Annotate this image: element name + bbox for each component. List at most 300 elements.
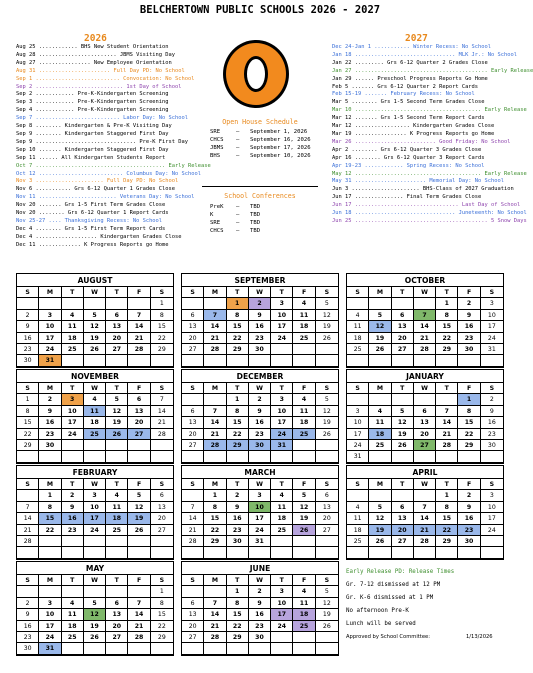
weekday-header: T [106,479,128,490]
month-calendar-may [16,561,174,656]
calendar-day: 2 [249,394,271,405]
calendar-day: 6 [151,490,173,501]
calendar-day: 22 [436,525,458,536]
weekday-header: S [17,383,39,394]
weekday-header: T [392,383,414,394]
calendar-empty [84,355,106,366]
calendar-empty [106,536,128,547]
calendar-day: 21 [128,621,150,632]
weekday-header: S [347,479,369,490]
calendar-empty [293,643,315,654]
schedule-date: September 1, 2026 [250,129,308,135]
calendar-day: 25 [62,344,84,355]
calendar-day: 20 [182,429,204,440]
schedule-date: September 17, 2026 [250,145,311,151]
event-line: Mar 5 ........ Grs 1-5 Second Term Grades Close [332,99,485,106]
calendar-empty [392,451,414,462]
calendar-day: 16 [227,513,249,524]
calendar-empty [271,451,293,462]
calendar-day: 18 [293,609,315,620]
calendar-day: 15 [436,513,458,524]
weekday-header: S [316,287,338,298]
calendar-day: 4 [293,298,315,309]
dash: – [236,228,240,234]
calendar-day: 13 [151,502,173,513]
calendar-day: 15 [204,513,226,524]
calendar-empty [249,355,271,366]
calendar-day: 11 [106,502,128,513]
calendar-empty [481,355,503,366]
calendar-day: 26 [84,344,106,355]
calendar-day: 5 [369,502,391,513]
calendar-day: 27 [414,440,436,451]
calendar-day: 8 [151,598,173,609]
weekday-header: F [458,287,480,298]
calendar-empty [436,355,458,366]
event-line: Sep 4 ............ Pre-K-Kindergarten Screening [16,107,169,114]
calendar-empty [39,451,61,462]
calendar-day: 17 [481,321,503,332]
school-code: SRE [210,220,221,226]
event-line: Jan 22 ......... Grs 6-12 Quarter 2 Grades Close [332,59,488,66]
calendar-day: 9 [249,406,271,417]
calendar-day: 3 [62,394,84,405]
calendar-day: 26 [369,536,391,547]
event-line: Mar 10 ....................................... Early Release [332,107,527,114]
calendar-day: 14 [182,513,204,524]
calendar-empty [182,490,204,501]
calendar-day: 12 [293,502,315,513]
calendar-empty [414,547,436,558]
calendar-day: 17 [347,429,369,440]
calendar-day: 19 [369,525,391,536]
calendar-empty [106,586,128,597]
approval-label: Approved by School Committee: [346,634,430,640]
calendar-day: 3 [84,490,106,501]
calendar-day: 8 [458,406,480,417]
school-code: CHCS [210,137,224,143]
calendar-day: 23 [17,632,39,643]
calendar-day: 1 [151,298,173,309]
calendar-day: 21 [414,333,436,344]
calendar-day: 27 [182,632,204,643]
calendar-day: 1 [39,490,61,501]
calendar-day: 23 [17,344,39,355]
weekday-header: M [39,575,61,586]
event-line: Dec 4 ........ Grs 1-5 First Term Report Cards [16,225,166,232]
calendar-day: 19 [84,621,106,632]
calendar-day: 10 [481,502,503,513]
calendar-day: 11 [62,609,84,620]
calendar-day: 24 [249,525,271,536]
calendar-empty [84,547,106,558]
event-line: Aug 31 ...................... Full Day PD: No School [16,67,185,74]
weekday-header: T [227,575,249,586]
calendar-empty [227,451,249,462]
schedule-row [210,227,260,235]
calendar-day: 16 [458,321,480,332]
calendar-empty [249,547,271,558]
month-calendar-august [16,273,174,368]
calendar-day: 18 [369,429,391,440]
calendar-day: 22 [151,621,173,632]
calendar-day: 15 [227,609,249,620]
calendar-day: 19 [316,609,338,620]
weekday-header: F [458,383,480,394]
calendar-day: 27 [316,525,338,536]
calendar-empty [62,440,84,451]
event-line: Sep 8 ........ Kindergarten & Pre-K Visiting Day [16,123,172,130]
schedule-date: TBD [250,204,261,210]
calendar-day: 25 [271,525,293,536]
calendar-empty [151,355,173,366]
calendar-empty [293,547,315,558]
calendar-day: 11 [347,513,369,524]
calendar-day: 22 [458,429,480,440]
calendar-empty [128,355,150,366]
schedule-row [210,144,311,152]
weekday-header: T [271,287,293,298]
calendar-day: 23 [39,429,61,440]
calendar-day: 28 [204,344,226,355]
calendar-day: 18 [347,333,369,344]
calendar-day: 2 [458,298,480,309]
calendar-day: 27 [106,632,128,643]
calendar-day: 21 [182,525,204,536]
calendar-day: 5 [293,490,315,501]
calendar-empty [293,440,315,451]
calendar-day: 9 [458,310,480,321]
conferences-heading: School Conferences [224,192,296,200]
schedule-date: TBD [250,220,261,226]
event-line: Nov 6 ........... Grs 6-12 Quarter 1 Grades Close [16,186,176,193]
calendar-day: 16 [17,621,39,632]
calendar-empty [17,547,39,558]
calendar-day: 29 [227,344,249,355]
calendar-empty [436,451,458,462]
calendar-day: 13 [106,321,128,332]
calendar-day: 14 [204,417,226,428]
calendar-day: 30 [458,344,480,355]
weekday-header: S [182,479,204,490]
weekday-header: T [62,383,84,394]
month-name: JANUARY [347,370,503,383]
calendar-day: 4 [62,598,84,609]
calendar-day: 7 [17,502,39,513]
calendar-day: 31 [249,536,271,547]
calendar-empty [316,440,338,451]
calendar-empty [293,344,315,355]
calendar-day: 12 [106,406,128,417]
calendar-day: 7 [128,598,150,609]
calendar-day: 27 [392,344,414,355]
weekday-header: F [128,575,150,586]
calendar-day: 22 [436,333,458,344]
calendar-day: 12 [369,321,391,332]
open-house-table [210,128,311,160]
event-line: Sep 2 ............ Pre-K-Kindergarten Screening [16,91,169,98]
event-line: Sep 2 ........................... 1st Day of School [16,83,182,90]
calendar-day: 14 [436,417,458,428]
calendar-day: 15 [227,321,249,332]
calendar-empty [347,490,369,501]
weekday-header: T [62,287,84,298]
calendar-day: 11 [293,598,315,609]
calendar-day: 10 [62,406,84,417]
calendar-day: 11 [369,417,391,428]
calendar-empty [316,536,338,547]
schedule-date: September 10, 2026 [250,153,311,159]
weekday-header: S [17,287,39,298]
calendar-day: 27 [128,429,150,440]
weekday-header: M [204,383,226,394]
calendar-empty [347,298,369,309]
calendar-day: 1 [151,586,173,597]
weekday-header: F [293,383,315,394]
calendar-day: 30 [39,440,61,451]
calendar-day: 21 [204,621,226,632]
calendar-day: 10 [271,598,293,609]
calendar-day: 8 [436,310,458,321]
weekday-header: S [481,479,503,490]
calendar-empty [392,490,414,501]
calendar-day: 4 [293,394,315,405]
event-line: May 12 ....................................... Early Release [332,170,527,177]
calendar-empty [84,298,106,309]
calendar-empty [204,394,226,405]
calendar-day: 18 [84,417,106,428]
calendar-day: 28 [414,344,436,355]
dash: – [236,153,240,159]
weekday-header: S [182,575,204,586]
calendar-empty [84,586,106,597]
calendar-day: 2 [17,598,39,609]
calendar-day: 24 [271,429,293,440]
weekday-header: W [249,287,271,298]
weekday-header: T [106,287,128,298]
calendar-day: 20 [414,429,436,440]
calendar-day: 20 [106,333,128,344]
calendar-day: 18 [347,525,369,536]
calendar-day: 19 [369,333,391,344]
calendar-empty [84,440,106,451]
calendar-empty [458,355,480,366]
calendar-day: 15 [151,609,173,620]
event-line: Mar 26 ......................... Good Friday: No School [332,138,511,145]
calendar-day: 24 [271,333,293,344]
event-line: Nov 3 ..................... Full Day PD: No School [16,178,179,185]
calendar-empty [151,536,173,547]
schedule-row [210,128,311,136]
calendar-empty [204,643,226,654]
calendar-day: 4 [347,502,369,513]
calendar-empty [204,586,226,597]
calendar-day: 8 [17,406,39,417]
calendar-day: 14 [128,609,150,620]
month-calendar-december [181,369,339,464]
calendar-day: 29 [227,440,249,451]
weekday-header: S [151,383,173,394]
calendar-day: 7 [414,502,436,513]
month-name: AUGUST [17,274,173,287]
calendar-day: 28 [414,536,436,547]
calendar-empty [182,547,204,558]
calendar-day: 2 [249,586,271,597]
weekday-header: M [369,479,391,490]
calendar-day: 29 [151,344,173,355]
calendar-empty [481,547,503,558]
calendar-empty [369,298,391,309]
calendar-day: 5 [316,586,338,597]
calendar-empty [316,632,338,643]
calendar-day: 23 [481,429,503,440]
calendar-day: 4 [271,490,293,501]
calendar-day: 28 [204,440,226,451]
calendar-day: 29 [17,440,39,451]
month-calendar-february [16,465,174,560]
calendar-empty [293,451,315,462]
calendar-day: 27 [182,344,204,355]
calendar-day: 13 [316,502,338,513]
schedule-row [210,203,260,211]
weekday-header: F [128,383,150,394]
month-calendar-june [181,561,339,656]
calendar-empty [204,547,226,558]
calendar-day: 14 [204,321,226,332]
calendar-empty [227,547,249,558]
calendar-day: 4 [369,406,391,417]
events-list-right [332,44,533,226]
calendar-day: 2 [249,298,271,309]
calendar-day: 10 [271,406,293,417]
calendar-day: 3 [271,394,293,405]
year-heading-left: 2026 [84,33,107,44]
calendar-day: 5 [128,490,150,501]
calendar-day: 13 [182,609,204,620]
calendar-empty [62,536,84,547]
calendar-day: 16 [39,417,61,428]
calendar-empty [271,536,293,547]
calendar-day: 27 [392,536,414,547]
calendar-empty [39,536,61,547]
calendar-day: 5 [316,298,338,309]
calendar-day: 6 [182,598,204,609]
event-line: Sep 3 ............ Pre-K-Kindergarten Screening [16,99,169,106]
calendar-day: 15 [436,321,458,332]
calendar-day: 24 [84,525,106,536]
calendar-day: 17 [249,513,271,524]
conferences-table [210,203,260,235]
calendar-day: 12 [369,513,391,524]
calendar-empty [151,643,173,654]
calendar-empty [128,536,150,547]
calendar-empty [39,586,61,597]
calendar-empty [106,355,128,366]
calendar-day: 13 [182,321,204,332]
month-calendar-september [181,273,339,368]
calendar-day: 1 [204,490,226,501]
calendar-empty [458,547,480,558]
calendar-day: 17 [84,513,106,524]
event-line: Mar 12 ................. Kindergarten Grades Close [332,123,495,130]
calendar-empty [369,547,391,558]
calendar-day: 23 [227,525,249,536]
calendar-day: 8 [227,406,249,417]
month-calendar-october [346,273,504,368]
weekday-header: F [458,479,480,490]
calendar-day: 15 [39,513,61,524]
calendar-day: 30 [458,536,480,547]
calendar-day: 28 [182,536,204,547]
event-line: Apr 2 ........ Grs 6-12 Quarter 3 Grades Close [332,146,482,153]
schedule-row [210,136,311,144]
calendar-empty [316,451,338,462]
event-line: Jan 27 ......................................... Early Release [332,67,533,74]
calendar-day: 10 [39,321,61,332]
calendar-day: 8 [151,310,173,321]
calendar-day: 13 [182,417,204,428]
weekday-header: W [84,575,106,586]
calendar-day: 18 [293,417,315,428]
calendar-day: 11 [347,321,369,332]
calendar-day: 20 [392,333,414,344]
calendar-empty [249,643,271,654]
weekday-header: M [39,287,61,298]
school-code: JBMS [210,145,224,151]
calendar-day: 24 [481,333,503,344]
calendar-day: 12 [392,417,414,428]
calendar-day: 25 [347,536,369,547]
calendar-day: 3 [39,598,61,609]
weekday-header: M [204,287,226,298]
calendar-day: 3 [249,490,271,501]
calendar-empty [316,344,338,355]
calendar-empty [414,451,436,462]
calendar-empty [293,536,315,547]
calendar-empty [106,451,128,462]
calendar-day: 2 [227,490,249,501]
calendar-day: 21 [204,333,226,344]
calendar-empty [414,298,436,309]
calendar-day: 24 [39,632,61,643]
calendar-day: 24 [271,621,293,632]
calendar-empty [436,394,458,405]
school-code: PreK [210,204,224,210]
calendar-day: 27 [106,344,128,355]
calendar-empty [182,451,204,462]
calendar-day: 6 [106,310,128,321]
calendar-day: 7 [204,598,226,609]
calendar-day: 26 [128,525,150,536]
calendar-empty [414,355,436,366]
calendar-day: 3 [39,310,61,321]
calendar-empty [204,355,226,366]
weekday-header: F [293,575,315,586]
calendar-day: 17 [271,417,293,428]
calendar-empty [62,643,84,654]
calendar-day: 22 [227,429,249,440]
weekday-header: S [17,575,39,586]
calendar-empty [458,451,480,462]
calendar-day: 6 [128,394,150,405]
weekday-header: W [249,383,271,394]
calendar-day: 23 [458,525,480,536]
month-calendar-march [181,465,339,560]
weekday-header: F [128,287,150,298]
calendar-day: 2 [458,490,480,501]
calendar-day: 24 [347,440,369,451]
weekday-header: M [204,479,226,490]
